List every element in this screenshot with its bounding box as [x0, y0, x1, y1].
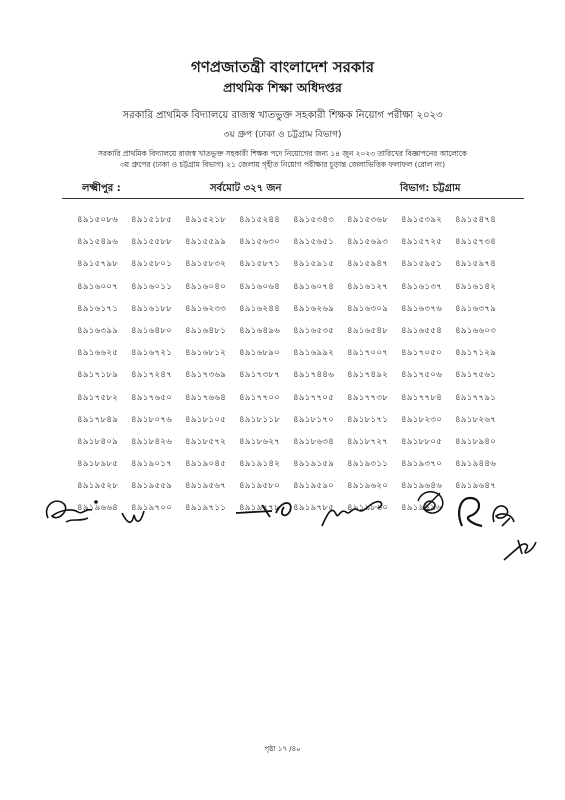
roll-number: ৪৯১৭৮৪৯: [77, 414, 119, 425]
roll-number: ৪৯১৯৪৪৬: [455, 459, 497, 470]
roll-number: ৪৯১৭৭৩৮: [347, 392, 389, 403]
roll-number: ৪৯১৯৫২৮: [77, 481, 119, 492]
roll-number: ৪৯১৫৯১৫: [293, 259, 335, 270]
roll-number: ৪৯১৮৮০৫: [401, 436, 443, 447]
roll-number: ৪৯১৫৩৬৮: [347, 215, 389, 225]
roll-number: ৪৯১৫৯৪৭: [347, 259, 389, 270]
roll-number: ৪৯১৭১৮৯: [77, 370, 119, 381]
roll-number: ৪৯১৬০০৭: [77, 281, 119, 292]
roll-number: ৪৯১৬১৪২: [455, 281, 497, 292]
department-title: প্রাথমিক শিক্ষা অধিদপ্তর: [223, 80, 342, 95]
roll-number: ৪৯১৯৬৪৭: [455, 481, 497, 492]
roll-number: ৪৯১৭৭০৫: [293, 392, 335, 403]
roll-number: ৪৯১৭৭৮৪: [401, 392, 443, 403]
signature-3: [232, 495, 302, 523]
roll-number: ৪৯১৭০০৭: [347, 348, 389, 359]
roll-number: ৪৯১৬১৭১: [77, 303, 119, 314]
division-label: বিভাগ: চট্টগ্রাম: [400, 183, 461, 194]
roll-number: ৪৯১৫৫৮৮: [131, 237, 173, 248]
district-label: লক্ষ্মীপুর :: [82, 183, 121, 194]
roll-number: ৪৯১৬১৩৭: [401, 281, 443, 292]
roll-number: ৪৯১৫৪৭৪: [455, 215, 497, 225]
roll-number: ৪৯১৬০৭৪: [293, 281, 335, 292]
roll-number: ৪৯১৫০৮৬: [77, 215, 119, 225]
roll-number: ৪৯১৮১৭১: [347, 414, 389, 425]
notice-line-2: ৩য় গ্রুপের (ঢাকা ও চট্টগ্রাম বিভাগ) ২১ জেলায় গৃহীত নিয়োগ পরীক্ষার চূড়ান্ত জেলাভিত্তিক ফলাফল (রোল নং): [119, 160, 446, 169]
signature-2: [118, 505, 148, 530]
roll-number: ৪৯১৭১২৯: [455, 348, 497, 359]
roll-number: ৪৯১৬৫৪৮: [347, 325, 389, 336]
roll-number: ৪৯১৬৪৮১: [185, 325, 227, 336]
roll-number: ৪৯১৯৯৯৬: [401, 503, 443, 514]
roll-number: ৪৯১৯০১৭: [131, 459, 173, 470]
roll-number: ৪৯১৭৪৪৬: [293, 370, 335, 381]
roll-number: ৪৯১৬৬০৩: [455, 325, 497, 336]
roll-number: ৪৯১৯৫৬৭: [185, 481, 227, 492]
roll-number: ৪৯১৬৩৯৯: [77, 325, 119, 336]
roll-number: ৪৯১৯৭৮৫: [293, 503, 335, 514]
roll-number: ৪৯১৫৫৯৯: [185, 237, 227, 248]
roll-number: ৪৯১৯৫৮০: [239, 481, 281, 492]
roll-number: ৪৯১৬৫৫৪: [401, 325, 443, 336]
roll-number: ৪৯১৮৬৩৪: [293, 436, 335, 447]
roll-number: ৪৯১৮৪২৬: [131, 436, 173, 447]
roll-number: ৪৯১৮৯৮৫: [77, 459, 119, 470]
signature-6: [452, 492, 488, 532]
roll-number: ৪৯১৯১৪২: [239, 459, 281, 470]
roll-number: ৪৯১৬৮১২: [185, 348, 227, 359]
roll-number: ৪৯১৯৬৪৬: [401, 481, 443, 492]
roll-number: ৪৯১৫৬৯৩: [347, 237, 389, 248]
roll-number: ৪৯১৯৬২০: [347, 481, 389, 492]
signature-5: [412, 487, 448, 519]
roll-number: ৪৯১৫৩৪৩: [293, 215, 335, 225]
roll-number: ৪৯১৯১৫৯: [293, 459, 335, 470]
roll-number: ৪৯১৬৩৭৬: [401, 303, 443, 314]
govt-title: গণপ্রজাতন্ত্রী বাংলাদেশ সরকার: [191, 58, 374, 76]
roll-number: ৪৯১৭৫৮২: [77, 392, 119, 403]
roll-number: ৪৯১৮৭২৭: [347, 436, 389, 447]
roll-number: ৪৯১৭৭৯১: [455, 392, 497, 403]
roll-number: ৪৯১৬৫৩৫: [293, 325, 335, 336]
roll-number: ৪৯১৫৭২৫: [401, 237, 443, 248]
roll-number: ৪৯১৫৭৯৮: [77, 259, 119, 270]
roll-number: ৪৯১৬১৮৮: [131, 303, 173, 314]
total-count: সর্বমোট ৩২৭ জন: [210, 183, 282, 194]
roll-number: ৪৯১৫৬৫১: [293, 237, 335, 248]
roll-number: ৪৯১৬৩০৯: [347, 303, 389, 314]
roll-number: ৪৯১৮৬২৭: [239, 436, 281, 447]
roll-number: ৪৯১৯৩৭০: [401, 459, 443, 470]
roll-number: ৪৯১৮৫৭২: [185, 436, 227, 447]
roll-number: ৪৯১৫৬৩০: [239, 237, 281, 248]
roll-number: ৪৯১৬৩৭৯: [455, 303, 497, 314]
roll-number: ৪৯১৬৯৯২: [293, 348, 335, 359]
roll-number: ৪৯১৫৮০১: [131, 259, 173, 270]
signature-1: [38, 492, 108, 532]
roll-number: ৪৯১৯৭০০: [131, 503, 173, 514]
roll-number: ৪৯১৫২৪৪: [239, 215, 281, 225]
page-number: পৃষ্ঠা ১৭ /৪০: [264, 745, 301, 753]
roll-number: ৪৯১৫৯৫১: [401, 259, 443, 270]
notice-line-1: সরকারি প্রাথমিক বিদ্যালয়ে রাজস্ব খাতভুক্ত সহকারী শিক্ষক পদে নিয়োগের জন্য ১৪ জুন ২০২৩ তারিখের বিজ্ঞাপনের আলোকে: [98, 149, 467, 158]
roll-number: ৪৯১৮৪০৯: [77, 436, 119, 447]
roll-number: ৪৯১৬৮৯০: [239, 348, 281, 359]
roll-number: ৪৯১৬০৪০: [185, 281, 227, 292]
exam-title: সরকারি প্রাথমিক বিদ্যালয়ে রাজস্ব খাতভুক্ত সহকারী শিক্ষক নিয়োগ পরীক্ষা ২০২৩: [122, 110, 443, 121]
roll-number: ৪৯১৫৩৯২: [401, 215, 443, 225]
roll-number: ৪৯১৬৭২১: [131, 348, 173, 359]
roll-number: ৪৯১৮১০৫: [185, 414, 227, 425]
roll-number: ৪৯১৫২১৮: [185, 215, 227, 225]
roll-number: ৪৯১৯৭৭৮: [239, 503, 281, 514]
roll-number: ৪৯১৬২৩৩: [185, 303, 227, 314]
signature-8: [500, 530, 540, 566]
roll-number: ৪৯১৭৬৬৪: [185, 392, 227, 403]
roll-number: ৪৯১৫৮৭১: [239, 259, 281, 270]
roll-number: ৪৯১৫১৮৫: [131, 215, 173, 225]
roll-number: ৪৯১৬২৬৯: [293, 303, 335, 314]
roll-number: ৪৯১৬২৪৪: [239, 303, 281, 314]
roll-number: ৪৯১৭৬৫০: [131, 392, 173, 403]
roll-number: ৪৯১৯৮৬০: [347, 503, 389, 514]
roll-number-grid: [77, 213, 517, 524]
signature-7: [486, 498, 520, 530]
roll-number: ৪৯১৬১২৭: [347, 281, 389, 292]
roll-number: ৪৯১৫৮৩২: [185, 259, 227, 270]
roll-number: ৪৯১৮২৬৭: [455, 414, 497, 425]
signature-4: [318, 492, 388, 532]
roll-number: ৪৯১৭৫০৬: [401, 370, 443, 381]
roll-number: ৪৯১৯০৪৫: [185, 459, 227, 470]
roll-number: ৪৯১৫৪৯৬: [77, 237, 119, 248]
roll-number: ৪৯১৬০১১: [131, 281, 173, 292]
roll-number: ৪৯১৮০৭৬: [131, 414, 173, 425]
roll-number: ৪৯১৭২৪৭: [131, 370, 173, 381]
roll-number: ৪৯১৬৪৮০: [131, 325, 173, 336]
roll-number: ৪৯১৭৩৮৭: [239, 370, 281, 381]
roll-number: ৪৯১৯৭১১: [185, 503, 227, 514]
roll-number: ৪৯১৫৭৩৪: [455, 237, 497, 248]
roll-number: ৪৯১৬০৬৪: [239, 281, 281, 292]
roll-number: ৪৯১৮২৩০: [401, 414, 443, 425]
roll-number: ৪৯১৭৩৬৯: [185, 370, 227, 381]
roll-number: ৪৯১৯৬৬৪: [77, 503, 119, 514]
roll-number: ৪৯১৯৫৫৯: [131, 481, 173, 492]
roll-number: ৪৯১৭০৫০: [401, 348, 443, 359]
header-divider: [62, 198, 524, 199]
roll-number: ৪৯১৫৯৭৪: [455, 259, 497, 270]
roll-number: ৪৯১৭৪৯২: [347, 370, 389, 381]
roll-number: ৪৯১৮১৭০: [293, 414, 335, 425]
group-subtitle: ৩য় গ্রুপ (ঢাকা ও চট্টগ্রাম বিভাগ): [223, 130, 342, 140]
roll-number: ৪৯১৯৫৯০: [293, 481, 335, 492]
roll-number: ৪৯১৯৩১১: [347, 459, 389, 470]
roll-number: ৪৯১৬৬২৫: [77, 348, 119, 359]
roll-number: ৪৯১৭৫৬১: [455, 370, 497, 381]
roll-number: ৪৯১৬৪৯৬: [239, 325, 281, 336]
roll-number: ৪৯১৭৭০০: [239, 392, 281, 403]
roll-number: ৪৯১৮১১৮: [239, 414, 281, 425]
roll-number: ৪৯১৮৯৪০: [455, 436, 497, 447]
